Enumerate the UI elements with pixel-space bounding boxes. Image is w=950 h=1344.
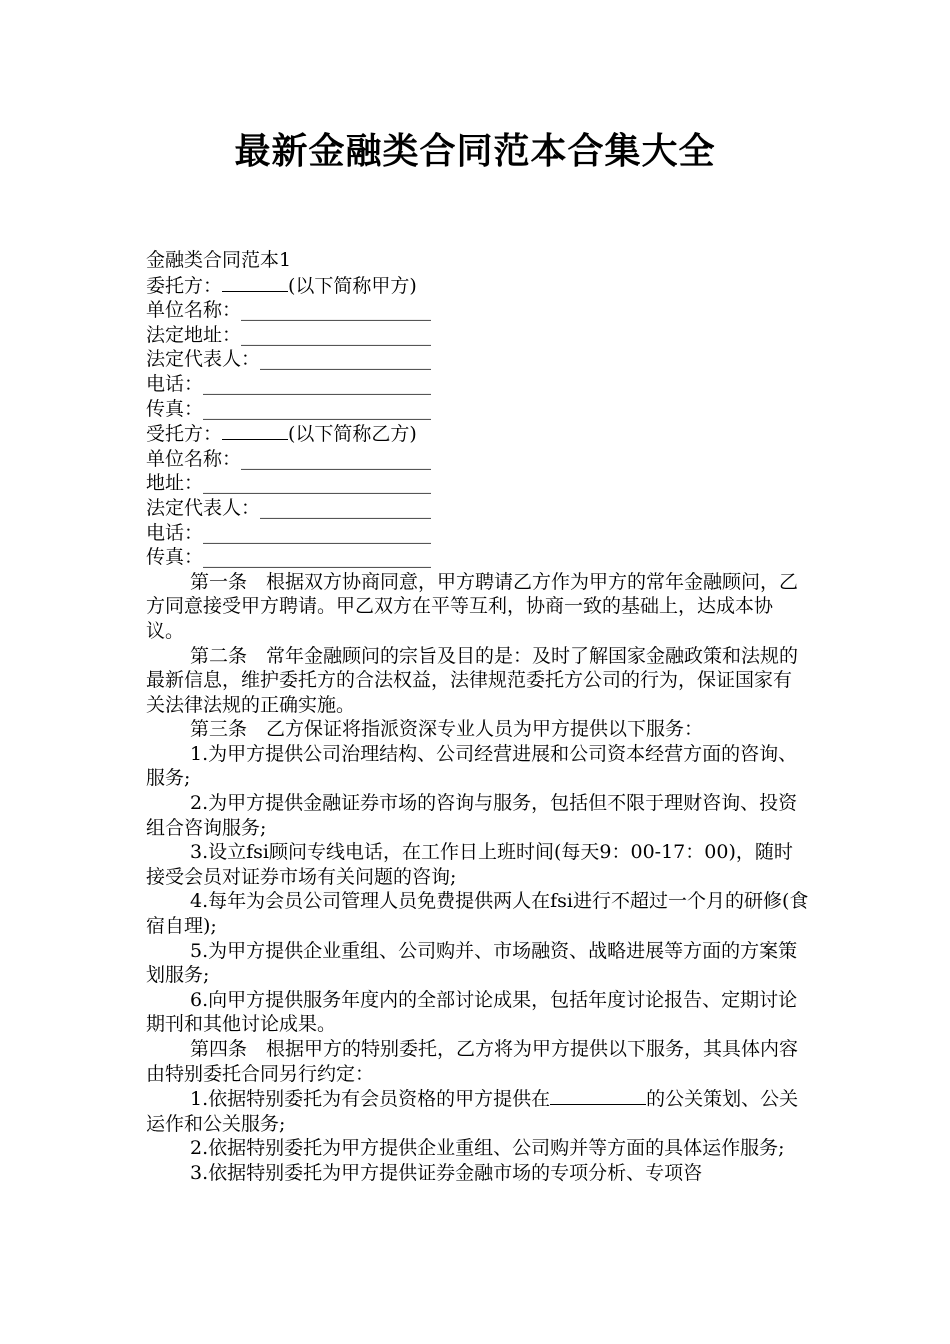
clause4-item1-blank bbox=[550, 1086, 646, 1105]
party-a-field: 电话：________________________ bbox=[146, 372, 432, 395]
party-b-label: 受托方： bbox=[146, 423, 223, 446]
document-title: 最新金融类合同范本合集大全 bbox=[234, 131, 716, 172]
clause4-item1-before: 1.依据特别委托为有会员资格的甲方提供在 bbox=[190, 1088, 551, 1111]
party-b-field: 电话：________________________ bbox=[146, 521, 432, 544]
clause-paragraph: 3.依据特别委托为甲方提供证券金融市场的专项分析、专项咨 bbox=[190, 1161, 703, 1184]
party-b-blank bbox=[222, 421, 288, 440]
clause-paragraph: 第二条 常年金融顾问的宗旨及目的是：及时了解国家金融政策和法规的最新信息，维护委托方的合法权益，法律规范委托方公司的行为，保证国家有关法律法规的正确实施。 bbox=[146, 644, 799, 716]
clause-paragraph: 4.每年为会员公司管理人员免费提供两人在fsi进行不超过一个月的研修(食宿自理); bbox=[146, 890, 809, 938]
clause-paragraph: 5.为甲方提供企业重组、公司购并、市场融资、战略进展等方面的方案策划服务; bbox=[146, 939, 798, 987]
clause4-item1 bbox=[146, 1086, 810, 1136]
party-b-field: 传真：________________________ bbox=[146, 546, 432, 569]
party-a-field: 单位名称：____________________ bbox=[146, 299, 432, 322]
clause-paragraph: 2.依据特别委托为甲方提供企业重组、公司购并等方面的具体运作服务; bbox=[190, 1137, 785, 1160]
party-a-field: 法定代表人：__________________ bbox=[146, 348, 432, 371]
party-a-label: 委托方： bbox=[146, 274, 223, 297]
party-a-field: 法定地址：____________________ bbox=[146, 323, 432, 346]
party-b-field: 单位名称：____________________ bbox=[146, 447, 432, 470]
clause-paragraph: 第一条 根据双方协商同意，甲方聘请乙方作为甲方的常年金融顾问，乙方同意接受甲方聘请。甲乙双方在平等互利，协商一致的基础上，达成本协议。 bbox=[146, 570, 799, 642]
party-b-line bbox=[146, 421, 810, 447]
party-b-suffix: (以下简称乙方) bbox=[288, 423, 417, 446]
clause-paragraph: 3.设立fsi顾问专线电话，在工作日上班时间(每天9：00-17：00)，随时接受会员对证券市场有关问题的咨询; bbox=[146, 841, 793, 888]
clause-paragraph: 第三条 乙方保证将指派资深专业人员为甲方提供以下服务： bbox=[190, 718, 704, 741]
clause4-item1-after: 的公关策划、公关运作和公关服务; bbox=[146, 1088, 799, 1135]
section-heading: 金融类合同范本1 bbox=[146, 249, 292, 271]
clause-paragraph: 2.为甲方提供金融证券市场的咨询与服务，包括但不限于理财咨询、投资组合咨询服务; bbox=[146, 792, 798, 839]
document-body bbox=[146, 248, 810, 1186]
party-a-suffix: (以下简称甲方) bbox=[288, 274, 417, 297]
party-a-blank bbox=[222, 273, 288, 292]
clause-paragraph: 6.向甲方提供服务年度内的全部讨论成果，包括年度讨论报告、定期讨论期刊和其他讨论成果。 bbox=[146, 988, 798, 1036]
clause-paragraph: 第四条 根据甲方的特别委托，乙方将为甲方提供以下服务，其具体内容由特别委托合同另行约定： bbox=[146, 1038, 799, 1085]
party-b-field: 法定代表人：__________________ bbox=[146, 496, 432, 519]
party-a-line bbox=[146, 273, 810, 299]
party-b-field: 地址：________________________ bbox=[146, 472, 432, 495]
clause-paragraph: 1.为甲方提供公司治理结构、公司经营进展和公司资本经营方面的咨询、服务; bbox=[146, 742, 798, 790]
party-a-field: 传真：________________________ bbox=[146, 397, 432, 420]
